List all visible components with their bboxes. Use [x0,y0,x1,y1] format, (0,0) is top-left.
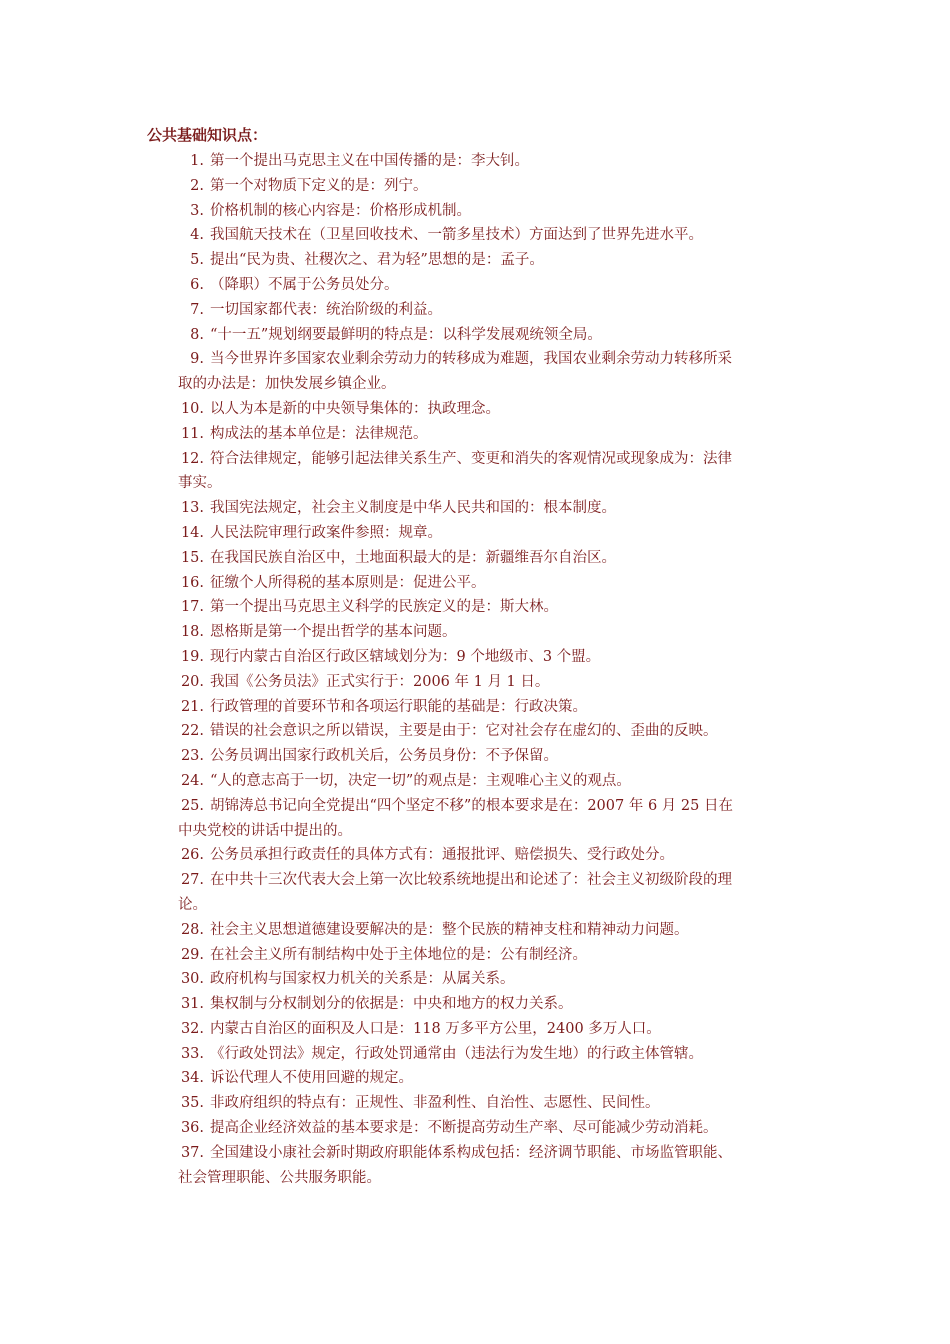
list-item [168,843,814,868]
list-item-text: 征缴个人所得税的基本原则是：促进公平。 [210,574,486,591]
list-item-text: “十一五”规划纲要最鲜明的特点是：以科学发展观统领全局。 [210,326,602,343]
list-item [168,620,814,645]
list-item-number: 35. [180,1095,204,1112]
list-item [168,323,814,348]
list-item-text: 错误的社会意识之所以错误，主要是由于：它对社会存在虚幻的、歪曲的反映。 [210,723,718,740]
list-item-number: 3. [190,202,204,219]
list-item-text: 第一个对物质下定义的是：列宁。 [210,177,428,194]
list-item [168,744,814,769]
list-item [168,347,814,397]
list-item-text: 提出“民为贵、社稷次之、君为轻”思想的是：孟子。 [210,252,544,269]
list-item-number: 19. [180,648,204,665]
list-item-text: 社会主义思想道德建设要解决的是：整个民族的精神支柱和精神动力问题。 [210,921,689,938]
list-item-text: 现行内蒙古自治区行政区辖域划分为：9 个地级市、3 个盟。 [210,648,601,665]
list-item [168,943,814,968]
list-item-text: 集权制与分权制划分的依据是：中央和地方的权力关系。 [210,996,573,1013]
list-item [168,595,814,620]
list-item-number: 10. [180,400,204,417]
list-item [168,794,814,844]
list-item-number: 36. [180,1120,204,1137]
list-item [168,695,814,720]
list-item [168,397,814,422]
list-item-number: 18. [180,624,204,641]
list-item-text: 人民法院审理行政案件参照：规章。 [210,524,442,541]
list-item-number: 12. [180,450,204,467]
list-item [168,248,814,273]
list-item-text: 在我国民族自治区中，土地面积最大的是：新疆维吾尔自治区。 [210,549,616,566]
list-item-text: 非政府组织的特点有：正规性、非盈利性、自治性、志愿性、民间性。 [210,1095,660,1112]
list-item-text: 第一个提出马克思主义科学的民族定义的是：斯大林。 [210,599,558,616]
list-item-number: 1. [190,153,204,169]
list-item [168,223,814,248]
list-item-text: 我国宪法规定，社会主义制度是中华人民共和国的：根本制度。 [210,500,616,517]
list-item-number: 24. [180,772,204,789]
document-title: 公共基础知识点： [147,126,268,144]
list-item [168,918,814,943]
list-item [168,645,814,670]
list-item [168,1141,814,1191]
list-item [168,719,814,744]
list-item-number: 11. [180,425,204,442]
list-item-text: 提高企业经济效益的基本要求是：不断提高劳动生产率、尽可能减少劳动消耗。 [210,1120,718,1137]
list-item [168,149,814,174]
list-item-text: 胡锦涛总书记向全党提出“四个坚定不移”的根本要求是在：2007 年 6 月 25 日在 [210,797,733,814]
list-item-number: 17. [180,599,204,616]
list-item [168,868,814,918]
list-item [168,422,814,447]
list-item-number: 6. [190,276,204,293]
list-item-number: 23. [180,748,204,765]
list-item-number: 13. [180,500,204,517]
list-item [168,992,814,1017]
list-item-number: 2. [190,177,204,194]
list-item-number: 15. [180,549,204,566]
list-item [168,1042,814,1067]
list-item-number: 5. [190,252,204,269]
list-item-text: 政府机构与国家权力机关的关系是：从属关系。 [210,971,515,988]
list-item-text-continued: 取的办法是：加快发展乡镇企业。 [178,376,396,393]
list-item-text: 在社会主义所有制结构中处于主体地位的是：公有制经济。 [210,946,587,963]
list-item [168,447,814,497]
list-item-number: 27. [180,872,204,889]
list-item [168,199,814,224]
list-item-number: 16. [180,574,204,591]
list-item [168,1116,814,1141]
list-item-text: 我国《公务员法》正式实行于：2006 年 1 月 1 日。 [210,673,550,690]
list-item [168,298,814,323]
list-item-text: 公务员承担行政责任的具体方式有：通报批评、赔偿损失、受行政处分。 [210,847,674,864]
list-item-number: 14. [180,524,204,541]
list-item-number: 20. [180,673,204,690]
list-item-number: 31. [180,996,204,1013]
list-item-number: 21. [180,698,204,715]
list-item [168,1066,814,1091]
list-item-text: 全国建设小康社会新时期政府职能体系构成包括：经济调节职能、市场监管职能、 [210,1144,732,1161]
list-item [168,521,814,546]
list-item-text: 行政管理的首要环节和各项运行职能的基础是：行政决策。 [210,698,587,715]
list-item-text: （降职）不属于公务员处分。 [210,276,399,293]
list-item [168,670,814,695]
list-item [168,571,814,596]
list-item-text: 在中共十三次代表大会上第一次比较系统地提出和论述了：社会主义初级阶段的理 [210,872,732,889]
list-item [168,967,814,992]
list-item-number: 7. [190,301,204,318]
list-item-number: 29. [180,946,204,963]
list-item-text: 诉讼代理人不使用回避的规定。 [210,1070,413,1087]
list-item-text: 公务员调出国家行政机关后，公务员身份：不予保留。 [210,748,558,765]
list-item [168,1091,814,1116]
list-item-text: 第一个提出马克思主义在中国传播的是：李大钊。 [210,153,529,169]
list-item-text-continued: 中央党校的讲话中提出的。 [178,822,352,839]
list-item [168,174,814,199]
list-item-number: 22. [180,723,204,740]
list-item-text: 符合法律规定，能够引起法律关系生产、变更和消失的客观情况或现象成为：法律 [210,450,732,467]
list-item-number: 30. [180,971,204,988]
list-item-text: 《行政处罚法》规定，行政处罚通常由（违法行为发生地）的行政主体管辖。 [210,1045,703,1062]
list-item-number: 8. [190,326,204,343]
list-item-text: 构成法的基本单位是：法律规范。 [210,425,428,442]
list-item-number: 37. [180,1144,204,1161]
list-item-number: 33. [180,1045,204,1062]
list-item-text: 一切国家都代表：统治阶级的利益。 [210,301,442,318]
list-item [168,1017,814,1042]
list-item-number: 34. [180,1070,204,1087]
list-item-number: 26. [180,847,204,864]
list-item [168,273,814,298]
list-item-text: “人的意志高于一切，决定一切”的观点是：主观唯心主义的观点。 [210,772,631,789]
knowledge-point-list [168,149,814,1190]
list-item-text-continued: 社会管理职能、公共服务职能。 [178,1169,381,1186]
list-item-text-continued: 论。 [178,896,207,913]
list-item-number: 4. [190,227,204,244]
list-item [168,496,814,521]
list-item-number: 9. [190,351,204,368]
list-item [168,769,814,794]
list-item-text: 以人为本是新的中央领导集体的：执政理念。 [210,400,500,417]
list-item-number: 25. [180,797,204,814]
list-item-text: 价格机制的核心内容是：价格形成机制。 [210,202,471,219]
list-item-text-continued: 事实。 [178,475,222,492]
list-item-text: 恩格斯是第一个提出哲学的基本问题。 [210,624,457,641]
list-item-text: 我国航天技术在（卫星回收技术、一箭多星技术）方面达到了世界先进水平。 [210,227,703,244]
list-item-number: 32. [180,1020,204,1037]
list-item-number: 28. [180,921,204,938]
list-item-text: 当今世界许多国家农业剩余劳动力的转移成为难题，我国农业剩余劳动力转移所采 [210,351,732,368]
list-item [168,546,814,571]
list-item-text: 内蒙古自治区的面积及人口是：118 万多平方公里，2400 多万人口。 [210,1020,661,1037]
